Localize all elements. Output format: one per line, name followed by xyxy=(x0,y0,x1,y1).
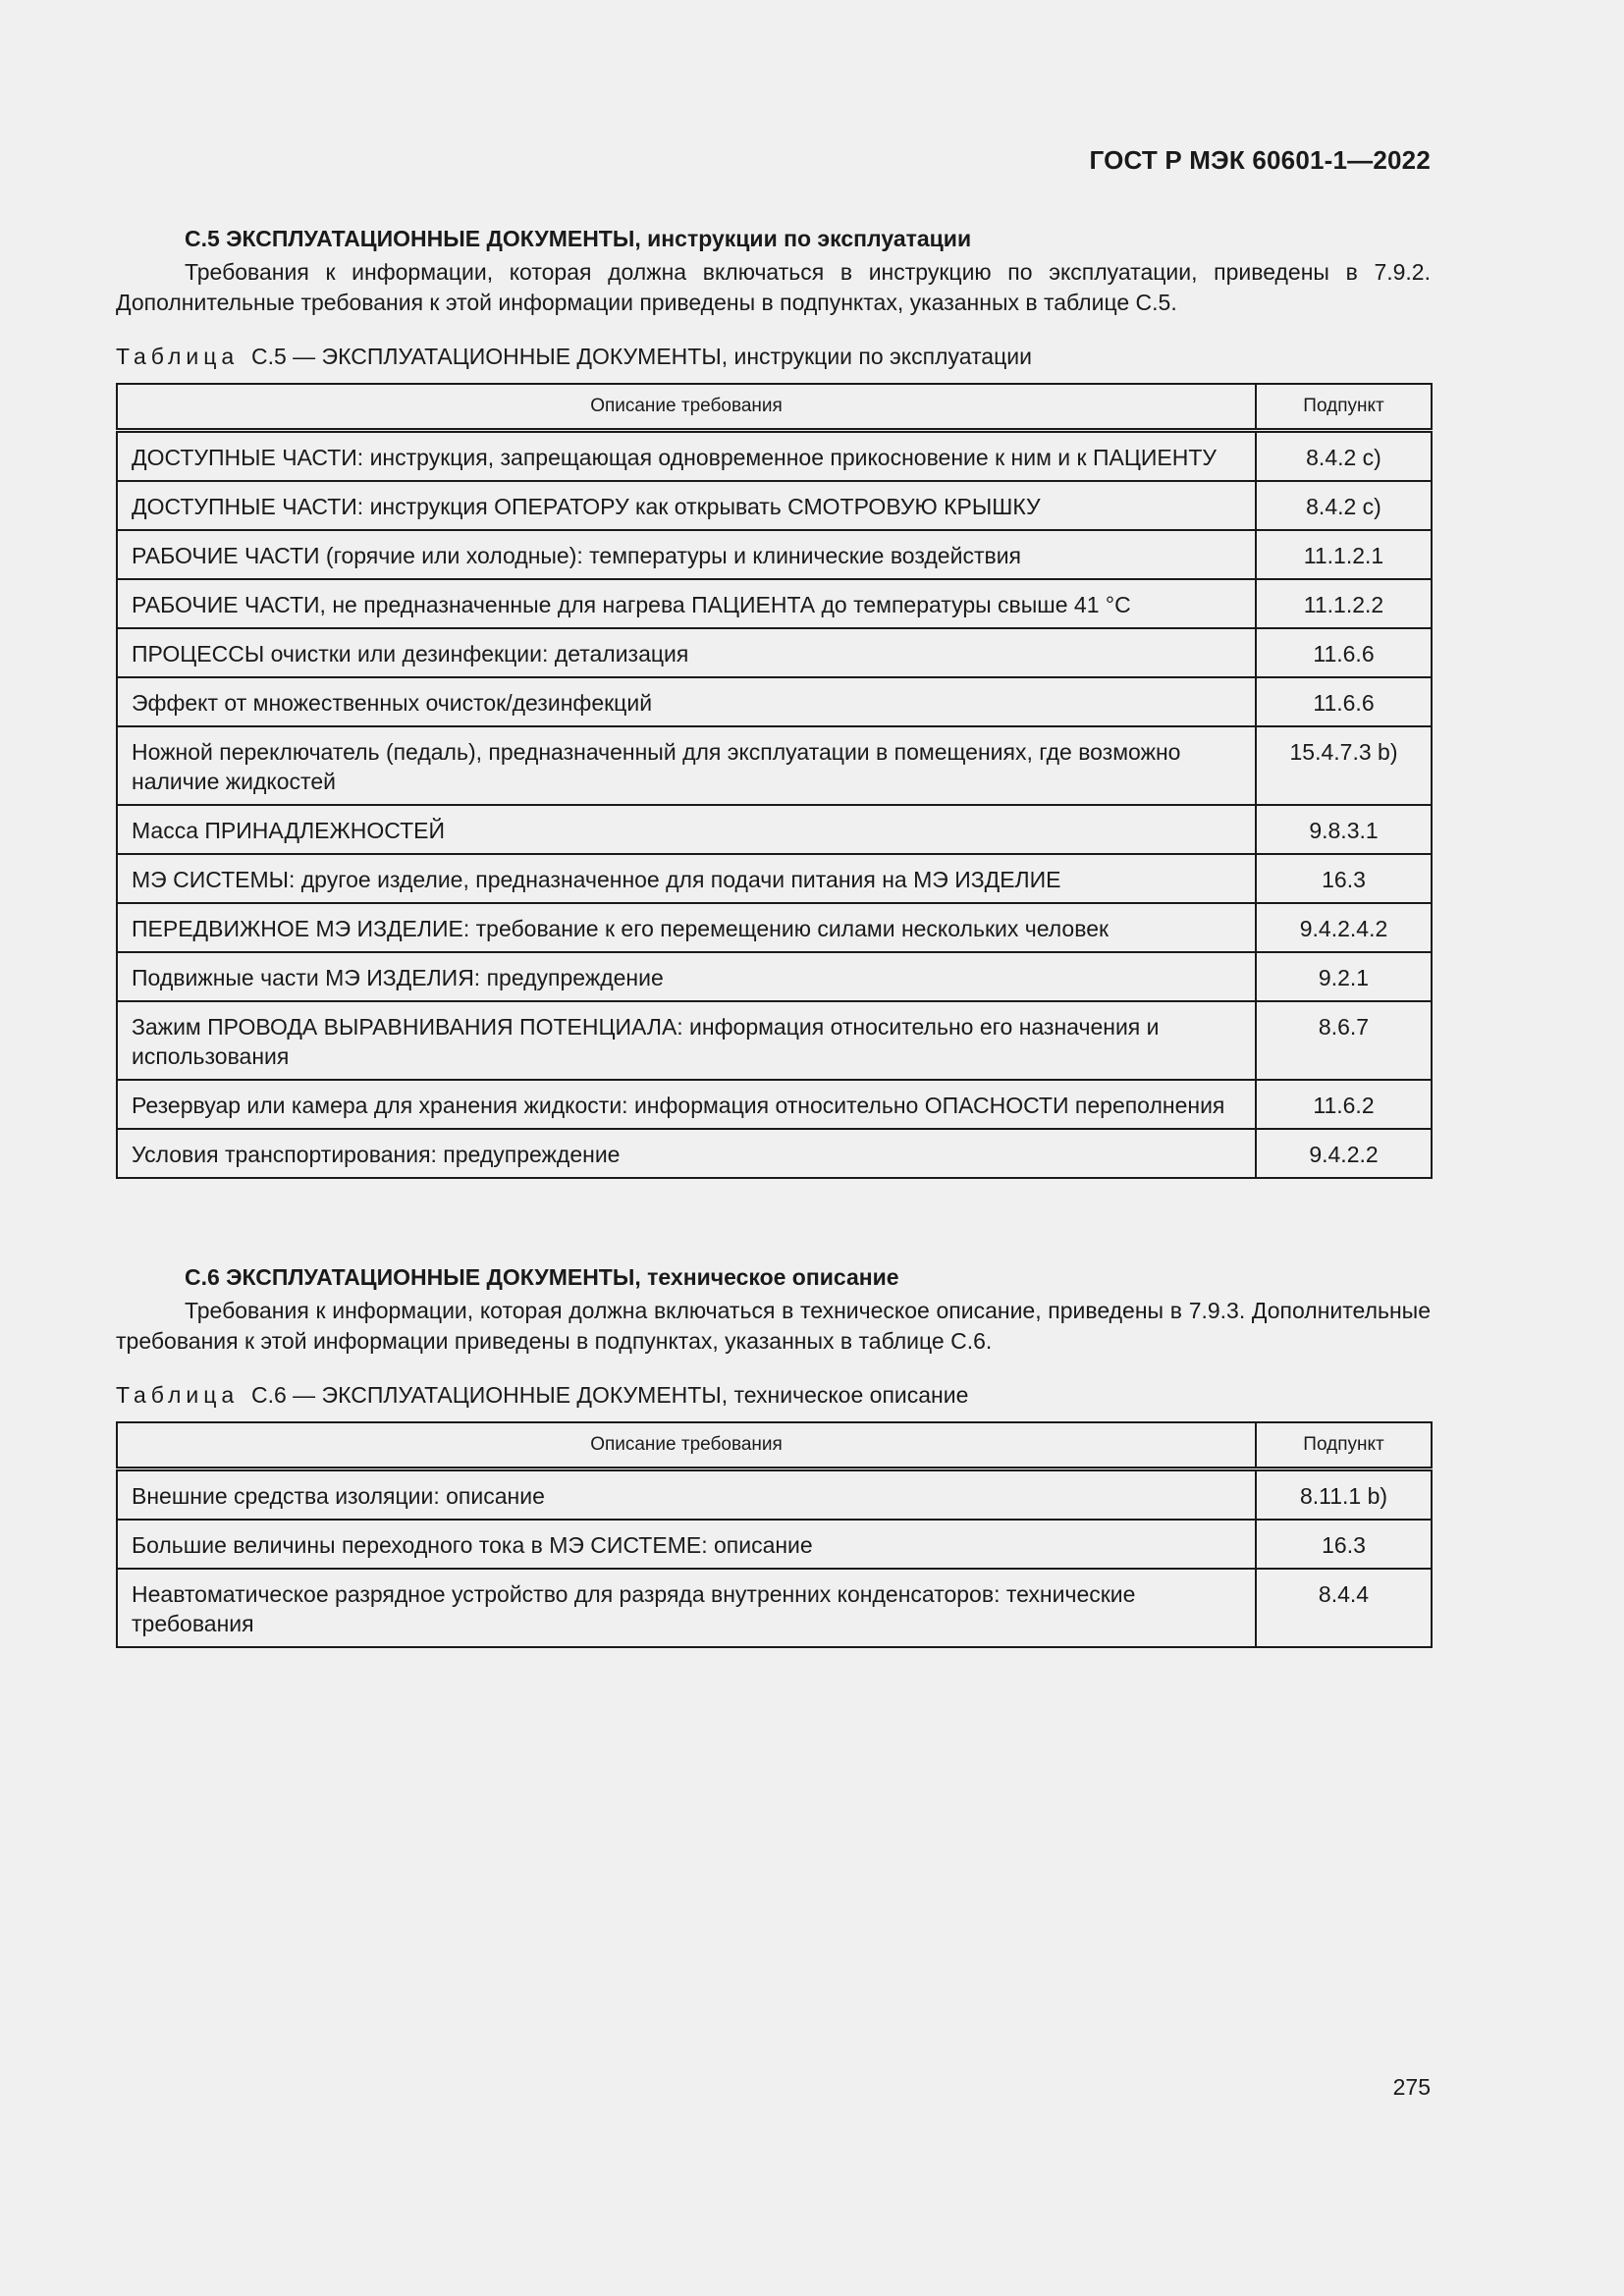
table-row xyxy=(117,628,1432,677)
row-description: Ножной переключатель (педаль), предназначенный для эксплуатации в помещениях, где возможно наличие жидкостей xyxy=(117,726,1256,805)
row-description: Масса ПРИНАДЛЕЖНОСТЕЙ xyxy=(117,805,1256,854)
section-title: С.6 ЭКСПЛУАТАЦИОННЫЕ ДОКУМЕНТЫ, техническое описание xyxy=(185,1264,899,1290)
row-subclause: 9.8.3.1 xyxy=(1256,805,1432,854)
row-description: Условия транспортирования: предупреждение xyxy=(117,1129,1256,1178)
row-subclause: 8.6.7 xyxy=(1256,1001,1432,1080)
table-row xyxy=(117,677,1432,726)
column-header-description: Описание требования xyxy=(117,1422,1256,1469)
row-description: Резервуар или камера для хранения жидкости: информация относительно ОПАСНОСТИ переполнения xyxy=(117,1080,1256,1129)
table-caption xyxy=(116,1380,1431,1410)
table-row xyxy=(117,1080,1432,1129)
row-subclause: 9.4.2.2 xyxy=(1256,1129,1432,1178)
table-row xyxy=(117,903,1432,952)
row-subclause: 11.1.2.2 xyxy=(1256,579,1432,628)
section-title: С.5 ЭКСПЛУАТАЦИОННЫЕ ДОКУМЕНТЫ, инструкции по эксплуатации xyxy=(185,226,972,251)
row-description: Внешние средства изоляции: описание xyxy=(117,1469,1256,1521)
row-subclause: 8.11.1 b) xyxy=(1256,1469,1432,1521)
row-subclause: 8.4.4 xyxy=(1256,1569,1432,1647)
table-row xyxy=(117,1469,1432,1521)
row-description: Эффект от множественных очисток/дезинфекций xyxy=(117,677,1256,726)
table-caption-text: С.6 — ЭКСПЛУАТАЦИОННЫЕ ДОКУМЕНТЫ, техническое описание xyxy=(250,1382,969,1408)
table-caption-text: С.5 — ЭКСПЛУАТАЦИОННЫЕ ДОКУМЕНТЫ, инструкции по эксплуатации xyxy=(250,344,1032,369)
table-row xyxy=(117,579,1432,628)
section-c6 xyxy=(116,1262,1431,1648)
table-row xyxy=(117,854,1432,903)
row-subclause: 15.4.7.3 b) xyxy=(1256,726,1432,805)
row-description: ПРОЦЕССЫ очистки или дезинфекции: детализация xyxy=(117,628,1256,677)
row-subclause: 9.2.1 xyxy=(1256,952,1432,1001)
section-c5 xyxy=(116,224,1431,1179)
row-description: Большие величины переходного тока в МЭ СИСТЕМЕ: описание xyxy=(117,1520,1256,1569)
row-subclause: 9.4.2.4.2 xyxy=(1256,903,1432,952)
table-row xyxy=(117,1001,1432,1080)
table-caption-word: Таблица xyxy=(116,344,240,369)
table-header-row xyxy=(117,384,1432,431)
column-header-subclause: Подпункт xyxy=(1256,1422,1432,1469)
table-header-row xyxy=(117,1422,1432,1469)
row-subclause: 11.1.2.1 xyxy=(1256,530,1432,579)
row-subclause: 16.3 xyxy=(1256,854,1432,903)
table-row xyxy=(117,530,1432,579)
requirements-table-c5 xyxy=(116,383,1433,1179)
requirements-table-c6 xyxy=(116,1421,1433,1648)
row-subclause: 11.6.6 xyxy=(1256,628,1432,677)
table-row xyxy=(117,481,1432,530)
row-subclause: 8.4.2 c) xyxy=(1256,481,1432,530)
table-caption-word: Таблица xyxy=(116,1382,240,1408)
row-description: Подвижные части МЭ ИЗДЕЛИЯ: предупреждение xyxy=(117,952,1256,1001)
row-description: ДОСТУПНЫЕ ЧАСТИ: инструкция ОПЕРАТОРУ как открывать СМОТРОВУЮ КРЫШКУ xyxy=(117,481,1256,530)
row-subclause: 11.6.2 xyxy=(1256,1080,1432,1129)
row-description: ДОСТУПНЫЕ ЧАСТИ: инструкция, запрещающая одновременное прикосновение к ним и к ПАЦИЕНТУ xyxy=(117,431,1256,482)
row-description: РАБОЧИЕ ЧАСТИ, не предназначенные для нагрева ПАЦИЕНТА до температуры свыше 41 °С xyxy=(117,579,1256,628)
table-row xyxy=(117,952,1432,1001)
table-row xyxy=(117,431,1432,482)
row-description: РАБОЧИЕ ЧАСТИ (горячие или холодные): температуры и клинические воздействия xyxy=(117,530,1256,579)
row-description: МЭ СИСТЕМЫ: другое изделие, предназначенное для подачи питания на МЭ ИЗДЕЛИЕ xyxy=(117,854,1256,903)
table-row xyxy=(117,1569,1432,1647)
row-description: ПЕРЕДВИЖНОЕ МЭ ИЗДЕЛИЕ: требование к его перемещению силами нескольких человек xyxy=(117,903,1256,952)
row-description: Неавтоматическое разрядное устройство для разряда внутренних конденсаторов: технические требования xyxy=(117,1569,1256,1647)
section-paragraph: Требования к информации, которая должна включаться в техническое описание, приведены в 7.9.3. Дополнительные требования к этой информации приведены в подпунктах, указанных в таблице С.6. xyxy=(116,1298,1431,1354)
section-paragraph: Требования к информации, которая должна включаться в инструкцию по эксплуатации, приведены в 7.9.2. Дополнительные требования к этой информации приведены в подпунктах, указанных в таблице С.5. xyxy=(116,259,1431,315)
row-subclause: 16.3 xyxy=(1256,1520,1432,1569)
table-row xyxy=(117,1129,1432,1178)
table-row xyxy=(117,1520,1432,1569)
table-row xyxy=(117,805,1432,854)
row-subclause: 11.6.6 xyxy=(1256,677,1432,726)
document-header: ГОСТ Р МЭК 60601-1—2022 xyxy=(1089,145,1431,175)
page-number: 275 xyxy=(1392,2074,1431,2100)
table-caption xyxy=(116,342,1431,371)
column-header-description: Описание требования xyxy=(117,384,1256,431)
table-row xyxy=(117,726,1432,805)
row-subclause: 8.4.2 c) xyxy=(1256,431,1432,482)
column-header-subclause: Подпункт xyxy=(1256,384,1432,431)
row-description: Зажим ПРОВОДА ВЫРАВНИВАНИЯ ПОТЕНЦИАЛА: информация относительно его назначения и использования xyxy=(117,1001,1256,1080)
